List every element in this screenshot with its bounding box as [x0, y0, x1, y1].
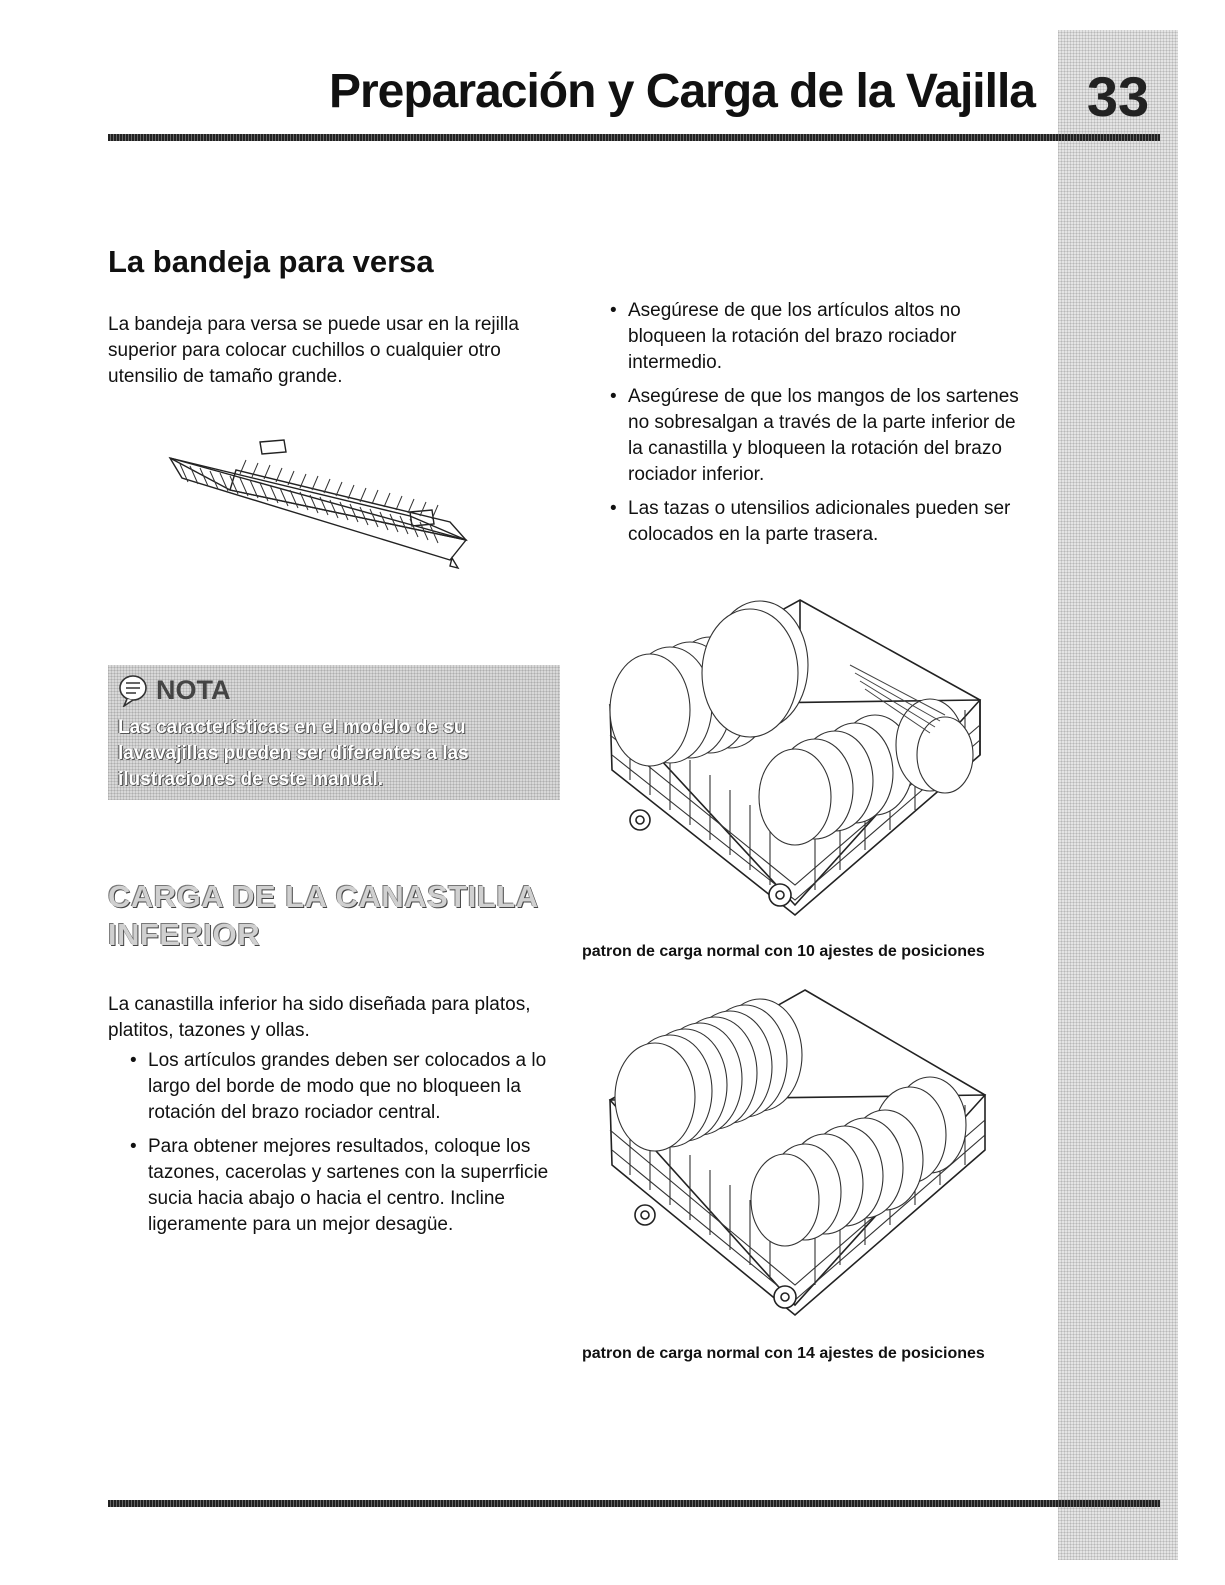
lower-rack-intro: La canastilla inferior ha sido diseñada para platos, platitos, tazones y ollas.	[108, 994, 531, 1041]
page-title: Preparación y Carga de la Vajilla	[328, 65, 1035, 118]
versa-tray-intro: La bandeja para versa se puede usar en la rejilla superior para colocar cuchillos o cualquier otro utensilio de tamaño grande.	[108, 314, 519, 387]
list-item: • Para obtener mejores resultados, coloque los tazones, cacerolas y sartenes con la superrficie sucia hacia abajo o hacia el centro. Incline ligeramente para un mejor desagüe.	[130, 1134, 555, 1238]
list-item: • Asegúrese de que los artículos altos no bloqueen la rotación del brazo rociador intermedio.	[610, 298, 1035, 376]
side-tab-strip	[1058, 30, 1178, 1560]
lower-bullet-list	[130, 1048, 555, 1246]
note-title: NOTA	[156, 675, 231, 705]
versa-tray-illustration	[160, 430, 470, 570]
page-number: 33	[1086, 65, 1150, 128]
right-bullet-list	[610, 298, 1035, 556]
figure-caption-14: patron de carga normal con 14 ajestes de posiciones	[582, 1345, 985, 1362]
list-item: • Las tazas o utensilios adicionales pueden ser colocados en la parte trasera.	[610, 496, 1035, 548]
figure-caption-10: patron de carga normal con 10 ajestes de posiciones	[582, 943, 985, 960]
list-item: • Los artículos grandes deben ser colocados a lo largo del borde de modo que no bloqueen la rotación del brazo rociador central.	[130, 1048, 555, 1126]
header-rule	[108, 134, 1160, 141]
note-speech-bubble-icon	[118, 673, 148, 707]
note-text: Las características en el modelo de su lavavajillas pueden ser diferentes a las ilustraciones de este manual.	[118, 717, 469, 790]
note-box	[108, 665, 560, 800]
section-title-lower-rack: CARGA DE LA CANASTILLA INFERIOR	[108, 879, 538, 952]
list-item: • Asegúrese de que los mangos de los sartenes no sobresalgan a través de la parte inferior de la canastilla y bloqueen la rotación del brazo rociador inferior.	[610, 384, 1035, 488]
section-title-versa-tray: La bandeja para versa	[108, 244, 434, 279]
footer-rule	[108, 1500, 1160, 1507]
rack-illustration-14-settings	[600, 985, 990, 1320]
rack-illustration-10-settings	[600, 595, 990, 925]
